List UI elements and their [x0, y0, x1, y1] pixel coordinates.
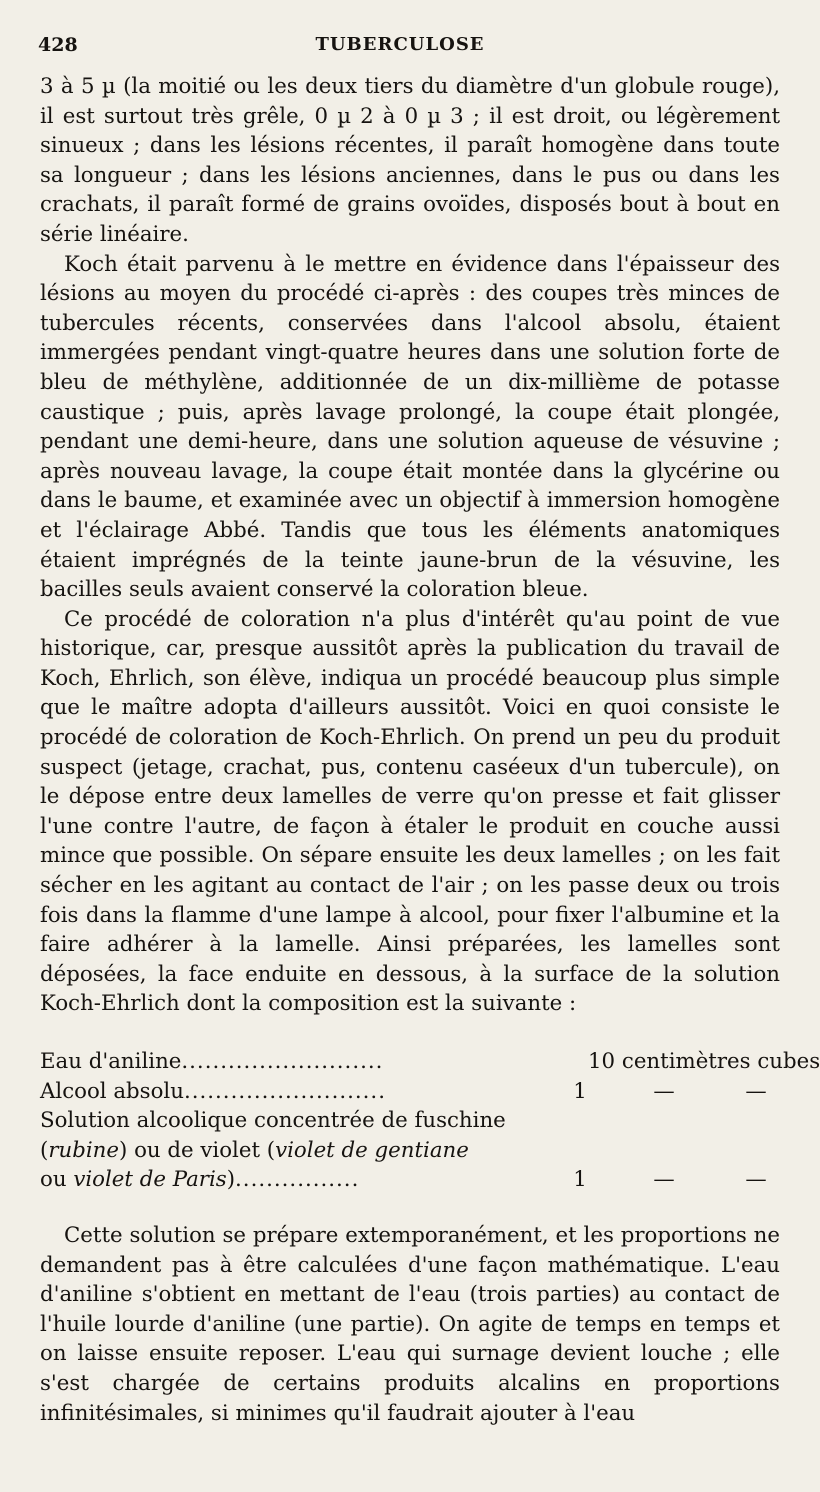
dot-leaders: .......................... [183, 1078, 386, 1104]
recipe-row-fuchsine-solution [40, 1106, 780, 1195]
paragraph-solution-preparation: Cette solution se prépare extemporanément, et les proportions ne demandent pas à être calculées d'une façon mathématique. L'eau d'aniline s'obtient en mettant de l'eau (trois parties) au contact de l'huile lourde d'aniline (une partie). On agite de temps en temps et on laisse ensuite reposer. L'eau qui surnage devient louche ; elle s'est chargée de certains produits alcalins en proportions infinitésimales, si minimes qu'il faudrait ajouter à l'eau [40, 1222, 780, 1426]
ditto-mark: — [745, 1167, 767, 1193]
recipe-row-aniline-water [40, 1047, 820, 1077]
recipe-ingredient-italic: violet de Paris [73, 1167, 227, 1193]
recipe-ingredient-text: ) [226, 1167, 236, 1193]
recipe-list [40, 1047, 820, 1195]
page-number: 428 [38, 34, 78, 56]
recipe-quantity: 10 [588, 1049, 616, 1074]
recipe-ingredient-line: Solution alcoolique concentrée de fuschine [40, 1108, 506, 1134]
ditto-mark: — [745, 1078, 767, 1104]
recipe-ingredient: Alcool absolu [40, 1078, 184, 1104]
dot-leaders: ................ [235, 1167, 360, 1193]
recipe-quantity: 1 [573, 1167, 587, 1193]
paragraph-koch-method: Koch était parvenu à le mettre en évidence dans l'épaisseur des lésions au moyen du procédé ci-après : des coupes très minces de tubercules récents, conservées dans l'alcool absolu, étaient immergées pendant vingt-quatre heures dans une solution forte de bleu de méthylène, additionnée de un dix-millième de potasse caustique ; puis, après lavage prolongé, la coupe était plongée, pendant une demi-heure, dans une solution aqueuse de vésuvine ; après nouveau lavage, la coupe était montée dans la glycérine ou dans le baume, et examinée avec un objectif à immersion homogène et l'éclairage Abbé. Tandis que tous les éléments anatomiques étaient imprégnés de la teinte jaune-brun de la vésuvine, les bacilles seuls avaient conservé la coloration bleue. [40, 251, 780, 603]
paragraph-continued: 3 à 5 µ (la moitié ou les deux tiers du diamètre d'un globule rouge), il est surtout très grêle, 0 µ 2 à 0 µ 3 ; il est droit, ou légèrement sinueux ; dans les lésions récentes, il paraît homogène dans toute sa longueur ; dans les lésions anciennes, dans le pus ou dans les crachats, il paraît formé de grains ovoïdes, disposés bout à bout en série linéaire. [40, 74, 780, 247]
recipe-quantity: 1 [573, 1078, 587, 1104]
page-body [40, 72, 820, 1428]
paren-open: ( [40, 1137, 49, 1163]
recipe-ingredient-italic: rubine [48, 1137, 119, 1163]
dot-leaders: .......................... [181, 1049, 384, 1074]
recipe-ingredient-text: ) ou de violet ( [118, 1137, 276, 1163]
paragraph-koch-ehrlich: Ce procédé de coloration n'a plus d'intérêt qu'au point de vue historique, car, presque aussitôt après la publication du travail de Koch, Ehrlich, son élève, indiqua un procédé beaucoup plus simple que le maître adopta d'ailleurs aussitôt. Voici en quoi consiste le procédé de coloration de Koch-Ehrlich. On prend un peu du produit suspect (jetage, crachat, pus, contenu caséeux d'un tubercule), on le dépose entre deux lamelles de verre qu'on presse et fait glisser l'une contre l'autre, de façon à étaler le produit en couche aussi mince que possible. On sépare ensuite les deux lamelles ; on les fait sécher en les agitant au contact de l'air ; on les passe deux ou trois fois dans la flamme d'une lampe à alcool, pour fixer l'albumine et la faire adhérer à la lamelle. Ainsi préparées, les lamelles sont déposées, la face enduite en dessous, à la surface de la solution Koch-Ehrlich dont la composition est la suivante : [40, 606, 780, 1017]
running-title: TUBERCULOSE [315, 34, 485, 55]
ditto-mark: — [653, 1078, 675, 1104]
recipe-unit: centimètres cubes [621, 1049, 820, 1074]
recipe-ingredient-text: ou [40, 1167, 74, 1193]
recipe-ingredient-italic: violet de gentiane [275, 1137, 469, 1163]
ditto-mark: — [653, 1167, 675, 1193]
recipe-row-alcohol [40, 1077, 780, 1107]
page-header [38, 34, 762, 60]
recipe-ingredient: Eau d'aniline [40, 1049, 182, 1074]
